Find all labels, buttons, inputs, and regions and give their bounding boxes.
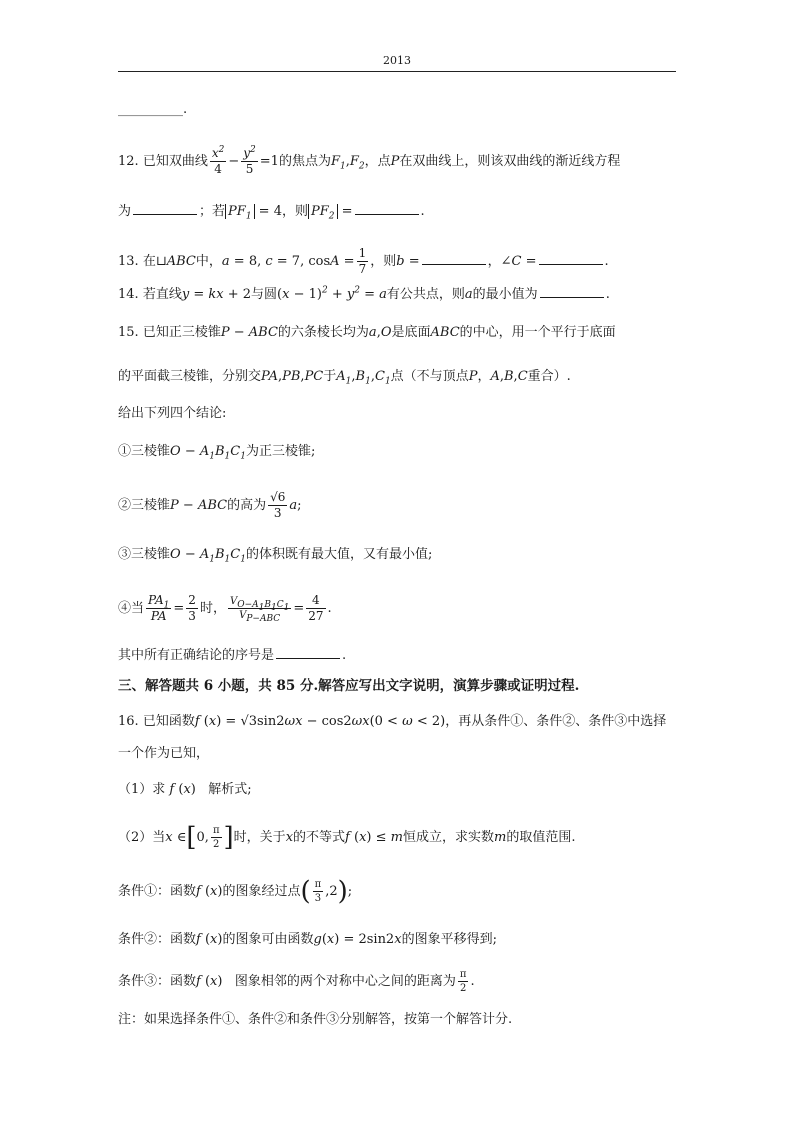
q12-text-g: ，则 — [281, 204, 308, 219]
q12-text-b: 的焦点为 — [278, 154, 331, 169]
q15-conclusion-2: ②三棱锥P − ABC的高为 $\frac{√6}{3}$ a; — [118, 490, 302, 520]
q15-ask — [118, 646, 678, 666]
q16-p1-a: （1）求 — [118, 782, 166, 797]
q12-blank-1[interactable] — [133, 202, 197, 215]
q16-cond2-b: 的图象可由函数 — [222, 932, 314, 947]
q15-ask-text: 其中所有正确结论的序号是 — [118, 648, 275, 663]
q15-line1-b: 的六条棱长均为 — [277, 325, 369, 340]
q16-p2-c: 的不等式 — [293, 830, 346, 845]
q16-condition-1: 条件①：函数f (x)的图象经过点( $\frac{\pi}{3}$ ,2); — [118, 876, 353, 907]
q15-two-thirds: $\frac{2}{3}$ — [188, 593, 196, 623]
q15-conclusion-4: ④当 $\frac{PA_1}{PA}$ = $\frac{2}{3}$ 时， $\frac{V_{O-A_1B_1C_1}}{V_{P-ABC}}$ = $\frac{4}{27}$ . — [118, 593, 332, 624]
q12-text-h: . — [420, 204, 425, 219]
q15-c1-b: 为正三棱锥; — [245, 444, 316, 459]
q16-line1: 16. 已知函数f (x) = √3sin2ωx − cos2ωx(0 < ω < 2)，再从条件①、条件②、条件③中选择 — [118, 714, 667, 729]
q16-number: 16. — [118, 714, 139, 729]
q15-line2-b: 于 — [323, 369, 337, 384]
q15-line1-a: 已知正三棱锥 — [142, 325, 221, 340]
q16-part1: （1）求 f (x) 解析式; — [118, 782, 252, 797]
q16-p1-b: 解析式; — [208, 782, 252, 797]
q14-text-b: 与圆 — [251, 287, 278, 302]
q16-pi-half-frac-2: $\frac{\pi}{2}$ — [459, 969, 467, 994]
q14-text-a: 若直线 — [142, 287, 182, 302]
continuation-blank: __________. — [118, 102, 188, 117]
q16-cond1-b: 的图象经过点 — [222, 884, 301, 899]
q13-text-b: 中， — [195, 254, 222, 269]
q12-line1: 12. 已知双曲线 $\frac{x^2}{4}$ − $\frac{y^2}{5}$ =1的焦点为$F_1,F_2$，点P在双曲线上，则该双曲线的渐近线方程 — [118, 145, 621, 176]
q15-line1: 15. 已知正三棱锥P − ABC的六条棱长均为a,O是底面ABC的中心，用一个平行于底面 — [118, 325, 616, 340]
page-header: 2013 — [383, 54, 411, 67]
q15-line1-d: 的中心，用一个平行于底面 — [459, 325, 616, 340]
q15-line2-e: 重合）. — [527, 369, 571, 384]
q15-blank[interactable] — [276, 646, 340, 659]
q15-line2: 的平面截三棱锥，分别交PA,PB,PC于$A_1,B_1,C_1$点（不与顶点P，A,B,C重合）. — [118, 369, 571, 387]
q15-sqrt6-frac: $\frac{√6}{3}$ — [270, 490, 286, 520]
q16-condition-3: 条件③：函数f (x) 图象相邻的两个对称中心之间的距离为 $\frac{\pi}{2}$ . — [118, 969, 475, 994]
q15-ask-end: . — [342, 648, 347, 663]
q15-c2-a: ②三棱锥 — [118, 498, 171, 513]
q13-frac: $\frac{1}{7}$ — [358, 246, 367, 276]
q12-number: 12. — [118, 154, 139, 169]
q16-part2: （2）当x ∈[0, $\frac{\pi}{2}$ ]时，关于x的不等式f (x) ≤ m恒成立，求实数m的取值范围. — [118, 822, 576, 853]
q13-blank-1[interactable] — [422, 252, 486, 265]
q15-c2-c: ; — [297, 498, 302, 513]
q14-text-d: 的最小值为 — [472, 287, 538, 302]
q16-condition-2: 条件②：函数f (x)的图象可由函数g(x) = 2sin2x的图象平移得到; — [118, 932, 497, 947]
q15-line2-a: 的平面截三棱锥，分别交 — [118, 369, 262, 384]
q15-ratio-frac: $\frac{PA_1}{PA}$ — [148, 593, 170, 623]
q14-text-e: . — [605, 287, 610, 302]
q14-blank[interactable] — [540, 285, 604, 298]
q12-line2: 为 ；若 $PF_1 = 4$，则 $PF_2$ = . — [118, 204, 425, 222]
q13-number: 13. — [118, 254, 139, 269]
q12-blank-2[interactable] — [355, 202, 419, 215]
q15-number: 15. — [118, 325, 139, 340]
q16-cond3-b: 图象相邻的两个对称中心之间的距离为 — [234, 974, 456, 989]
q12-frac-y: $\frac{y^2}{5}$ — [243, 145, 256, 176]
q12-text-e: 为 — [118, 204, 132, 219]
q15-intro: 给出下列四个结论: — [118, 406, 227, 421]
q12-text-c: ，点 — [364, 154, 391, 169]
q15-c4-b: 时， — [199, 601, 226, 616]
q15-c3-b: 的体积既有最大值，又有最小值; — [245, 547, 433, 562]
q15-4-27: $\frac{4}{27}$ — [308, 593, 324, 623]
q16-pi-half-frac: $\frac{\pi}{2}$ — [212, 825, 220, 850]
q15-conclusion-1: ①三棱锥$O - A_1B_1C_1$为正三棱锥; — [118, 444, 316, 462]
q16-p2-d: 恒成立，求实数 — [403, 830, 495, 845]
q16-pi-third-frac: $\frac{\pi}{3}$ — [314, 879, 322, 904]
q15-conclusion-3: ③三棱锥$O - A_1B_1C_1$的体积既有最大值，又有最小值; — [118, 547, 433, 565]
q14-text-c: 有公共点，则 — [386, 287, 465, 302]
q15-line1-c: 是底面 — [391, 325, 431, 340]
q12-text-f: ；若 — [199, 204, 226, 219]
q16-note: 注：如果选择条件①、条件②和条件③分别解答，按第一个解答计分. — [118, 1012, 513, 1027]
q16-cond3-a: 条件③：函数 — [118, 974, 197, 989]
header-rule — [118, 71, 676, 72]
q12-frac-x: $\frac{x^2}{4}$ — [211, 145, 225, 176]
section-3-heading: 三、解答题共 6 小题，共 85 分.解答应写出文字说明，演算步骤或证明过程. — [118, 678, 580, 694]
q16-cond2-a: 条件②：函数 — [118, 932, 197, 947]
q15-c2-b: 的高为 — [227, 498, 267, 513]
q14-line: 14. 若直线y = kx + 2与圆$(x - 1)^2 + y^2 = a$有公共点，则a的最小值为 . — [118, 285, 610, 302]
q15-c3-a: ③三棱锥 — [118, 547, 171, 562]
q13-blank-2[interactable] — [539, 252, 603, 265]
q13-text-e: . — [604, 254, 609, 269]
q16-cond1-a: 条件①：函数 — [118, 884, 197, 899]
q16-line1-a: 已知函数 — [142, 714, 195, 729]
q16-p2-e: 的取值范围. — [506, 830, 576, 845]
q13-text-a: 在 — [142, 254, 156, 269]
q13-triangle-symbol: ⊔ — [155, 254, 167, 269]
q13-text-d: ， — [487, 254, 501, 269]
q16-line1-b: ，再从条件①、条件②、条件③中选择 — [445, 714, 667, 729]
q16-p2-a: （2）当 — [118, 830, 166, 845]
q16-cond2-c: 的图象平移得到; — [401, 932, 497, 947]
q16-line2: 一个作为已知， — [118, 746, 210, 761]
q15-c1-a: ①三棱锥 — [118, 444, 171, 459]
q12-text-d: 在双曲线上，则该双曲线的渐近线方程 — [399, 154, 621, 169]
q15-c4-c: . — [327, 601, 332, 616]
q15-line2-c: 点（不与顶点 — [390, 369, 469, 384]
q12-text-a: 已知双曲线 — [142, 154, 208, 169]
q16-p2-b: 时，关于 — [233, 830, 286, 845]
q15-volume-frac: $\frac{V_{O-A_1B_1C_1}}{V_{P-ABC}}$ — [229, 596, 290, 624]
q15-c4-a: ④当 — [118, 601, 145, 616]
q13-text-c: ，则 — [370, 254, 397, 269]
q15-line2-d: ， — [477, 369, 491, 384]
q14-number: 14. — [118, 287, 139, 302]
q16-cond3-c: . — [470, 974, 475, 989]
q16-cond1-c: ; — [347, 884, 353, 899]
q13-line: 13. 在⊔ABC中，a = 8, c = 7, cosA = $\frac{1}{7}$ ，则b = ，∠C = . — [118, 246, 609, 276]
